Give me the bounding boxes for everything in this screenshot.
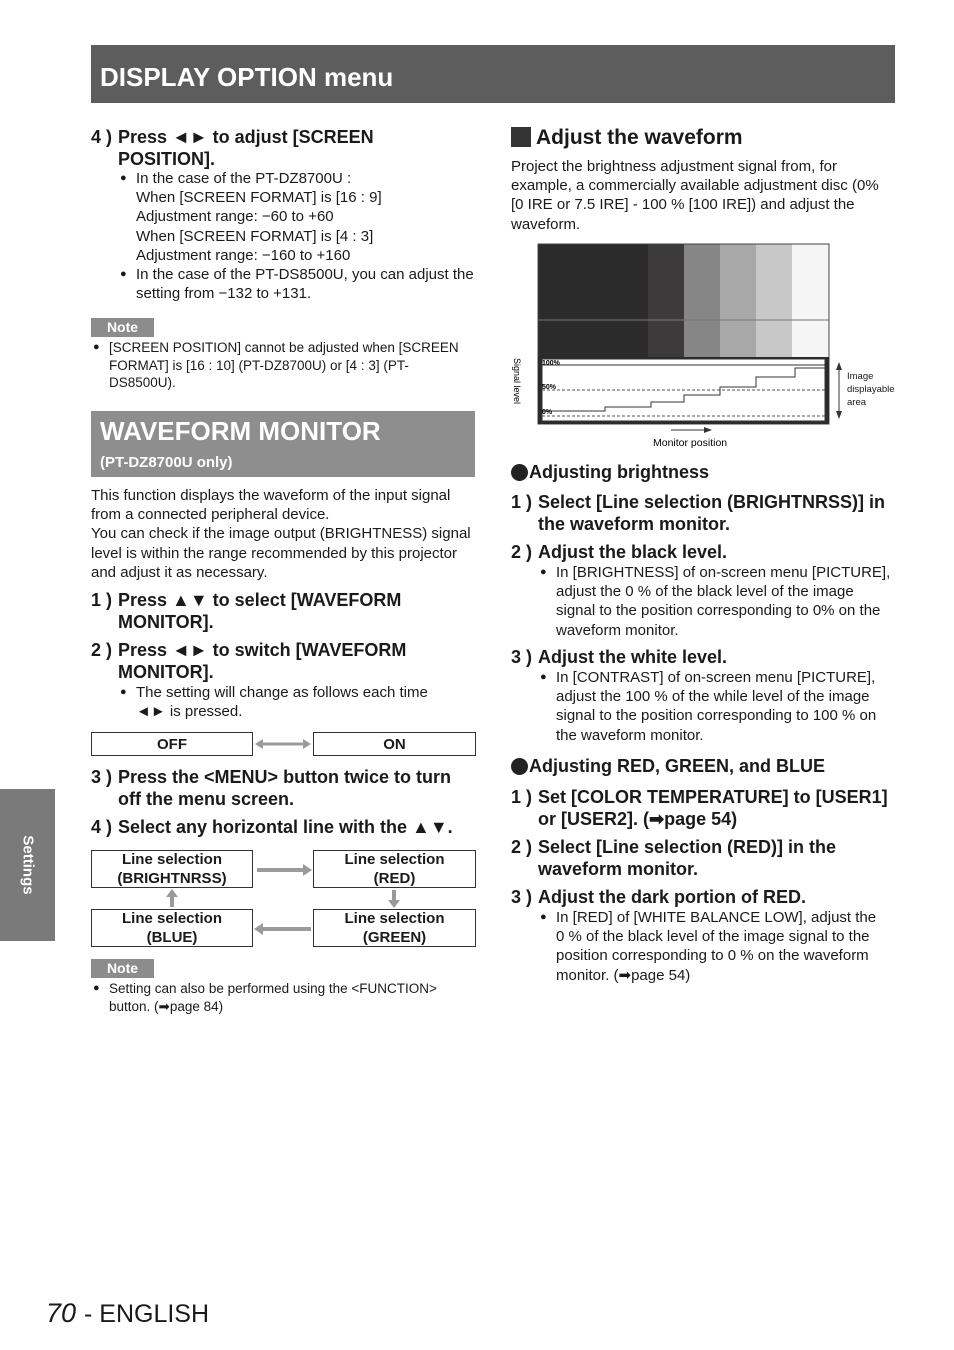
note-text	[93, 980, 463, 1015]
bullet-item: ● In [BRIGHTNESS] of on-screen menu [PICTURE], adjust the 0 % of the black level of the image signal to the position corresponding to 0% on the waveform monitor.	[540, 563, 895, 640]
bullet-item: ● In [CONTRAST] of on-screen menu [PICTURE], adjust the 100 % of the while level of the image signal to the position corresponding to 100 % on the waveform monitor.	[540, 668, 898, 745]
bullet-item: ● In the case of the PT-DZ8700U :	[120, 169, 476, 188]
section-banner	[91, 411, 475, 477]
step-number: 3 )	[511, 887, 533, 907]
note-label: Note	[91, 318, 154, 337]
step-2-bullets	[120, 683, 460, 721]
adjust-waveform-heading: Adjust the waveform	[536, 126, 743, 149]
rgb-step-3	[511, 886, 895, 908]
bullet-item: ● In the case of the PT-DS8500U, you can adjust the setting from −132 to +131.	[120, 265, 476, 303]
side-tab-label: Settings	[19, 835, 36, 895]
black-level-bullets	[540, 563, 895, 640]
step-4-bullets	[120, 169, 476, 303]
step-number: 4 )	[91, 817, 113, 837]
step-text: Set [COLOR TEMPERATURE] to [USER1] or [USER2]. (➡page 54)	[538, 787, 888, 829]
note-bullet: ● Setting can also be performed using the <FUNCTION> button. (➡page 84)	[93, 980, 463, 1015]
rgb-heading: Adjusting RED, GREEN, and BLUE	[529, 756, 826, 776]
rgb-step-1	[511, 786, 895, 830]
step-text: Select any horizontal line with the ▲▼.	[118, 817, 453, 837]
step-text: Press the <MENU> button twice to turn off the menu screen.	[118, 767, 452, 809]
step-1	[91, 589, 477, 633]
white-level-bullets	[540, 668, 898, 745]
step-number: 4 )	[91, 127, 113, 147]
step-number: 2 )	[511, 542, 533, 562]
step-text: Select [Line selection (RED)] in the waveform monitor.	[538, 837, 837, 879]
step-text: Press ▲▼ to select [WAVEFORM MONITOR].	[118, 590, 402, 632]
note-bullet: ● [SCREEN POSITION] cannot be adjusted when [SCREEN FORMAT] is [16 : 10] (PT-DZ8700U) or [4 : 3] (PT-DS8500U).	[93, 339, 473, 392]
step-number: 2 )	[511, 837, 533, 857]
step-2	[91, 639, 477, 683]
rgb-step-2	[511, 836, 895, 880]
step-4-screen-position	[91, 126, 421, 170]
bullet-subline: When [SCREEN FORMAT] is [16 : 9]	[136, 189, 382, 207]
cycle-arrows	[91, 850, 476, 947]
bullet-item: ● The setting will change as follows each time ◄► is pressed.	[120, 683, 460, 721]
circle-bullet-icon	[511, 464, 528, 481]
double-arrow-icon	[253, 732, 313, 756]
line-selection-green: Line selection (GREEN)	[313, 909, 476, 947]
red-bullets	[540, 908, 880, 985]
line-selection-red: Line selection (RED)	[313, 850, 476, 888]
level-100-label: 100%	[542, 360, 560, 367]
step-number: 2 )	[91, 640, 113, 660]
monitor-position-label: Monitor position	[653, 437, 728, 449]
brightness-step-3	[511, 646, 895, 668]
brightness-heading: Adjusting brightness	[529, 462, 709, 482]
square-bullet-icon	[511, 127, 531, 147]
step-text: Adjust the dark portion of RED.	[538, 887, 806, 907]
bullet-subline: Adjustment range: −160 to +160	[136, 246, 351, 264]
waveform-diagram	[505, 240, 900, 455]
off-box: OFF	[91, 732, 253, 756]
page-number: 70	[46, 1298, 77, 1328]
signal-level-label: Signal level	[512, 358, 522, 405]
level-50-label: 50%	[542, 384, 557, 391]
brightness-step-1	[511, 491, 895, 535]
footer-language: - ENGLISH	[84, 1300, 210, 1328]
step-text: Press ◄► to switch [WAVEFORM MONITOR].	[118, 640, 407, 682]
bullet-subline: Adjustment range: −60 to +60	[136, 208, 334, 226]
line-selection-brightness: Line selection (BRIGHTNRSS)	[91, 850, 253, 888]
step-number: 1 )	[91, 590, 113, 610]
step-text: Select [Line selection (BRIGHTNRSS)] in the waveform monitor.	[538, 492, 886, 534]
step-number: 1 )	[511, 492, 533, 512]
section-intro: This function displays the waveform of the input signal from a connected peripheral device. You can check if the image output (BRIGHTNESS) signal level is within the range recommended by this projector and adjust it as necessary.	[91, 487, 471, 581]
section-subtitle: (PT-DZ8700U only)	[100, 454, 233, 471]
bullet-subline: When [SCREEN FORMAT] is [4 : 3]	[136, 227, 374, 245]
image-area-label: Image displayable area	[847, 371, 895, 408]
step-number: 3 )	[91, 767, 113, 787]
brightness-step-2	[511, 541, 895, 563]
level-0-label: 0%	[542, 409, 553, 416]
page-title: DISPLAY OPTION menu	[100, 62, 394, 92]
step-text: Adjust the black level.	[538, 542, 728, 562]
circle-bullet-icon	[511, 758, 528, 775]
note-label: Note	[91, 959, 154, 978]
section-title: WAVEFORM MONITOR	[100, 416, 381, 446]
line-selection-blue: Line selection (BLUE)	[91, 909, 253, 947]
on-box: ON	[313, 732, 476, 756]
step-number: 3 )	[511, 647, 533, 667]
step-text: Adjust the white level.	[538, 647, 728, 667]
bullet-item: ● In [RED] of [WHITE BALANCE LOW], adjust the 0 % of the black level of the image signal to the position corresponding to 0 % on the waveform monitor. (➡page 54)	[540, 908, 880, 985]
step-4-select-line	[91, 816, 477, 838]
settings-side-tab	[0, 789, 55, 941]
step-3	[91, 766, 477, 810]
step-number: 1 )	[511, 787, 533, 807]
step-text: Press ◄► to adjust [SCREEN POSITION].	[118, 127, 374, 169]
note-text	[93, 339, 473, 392]
adjust-waveform-intro: Project the brightness adjustment signal from, for example, a commercially available adjustment disc (0% [0 IRE or 7.5 IRE] - 100 % [100 IRE]) and adjust the waveform.	[511, 158, 879, 233]
